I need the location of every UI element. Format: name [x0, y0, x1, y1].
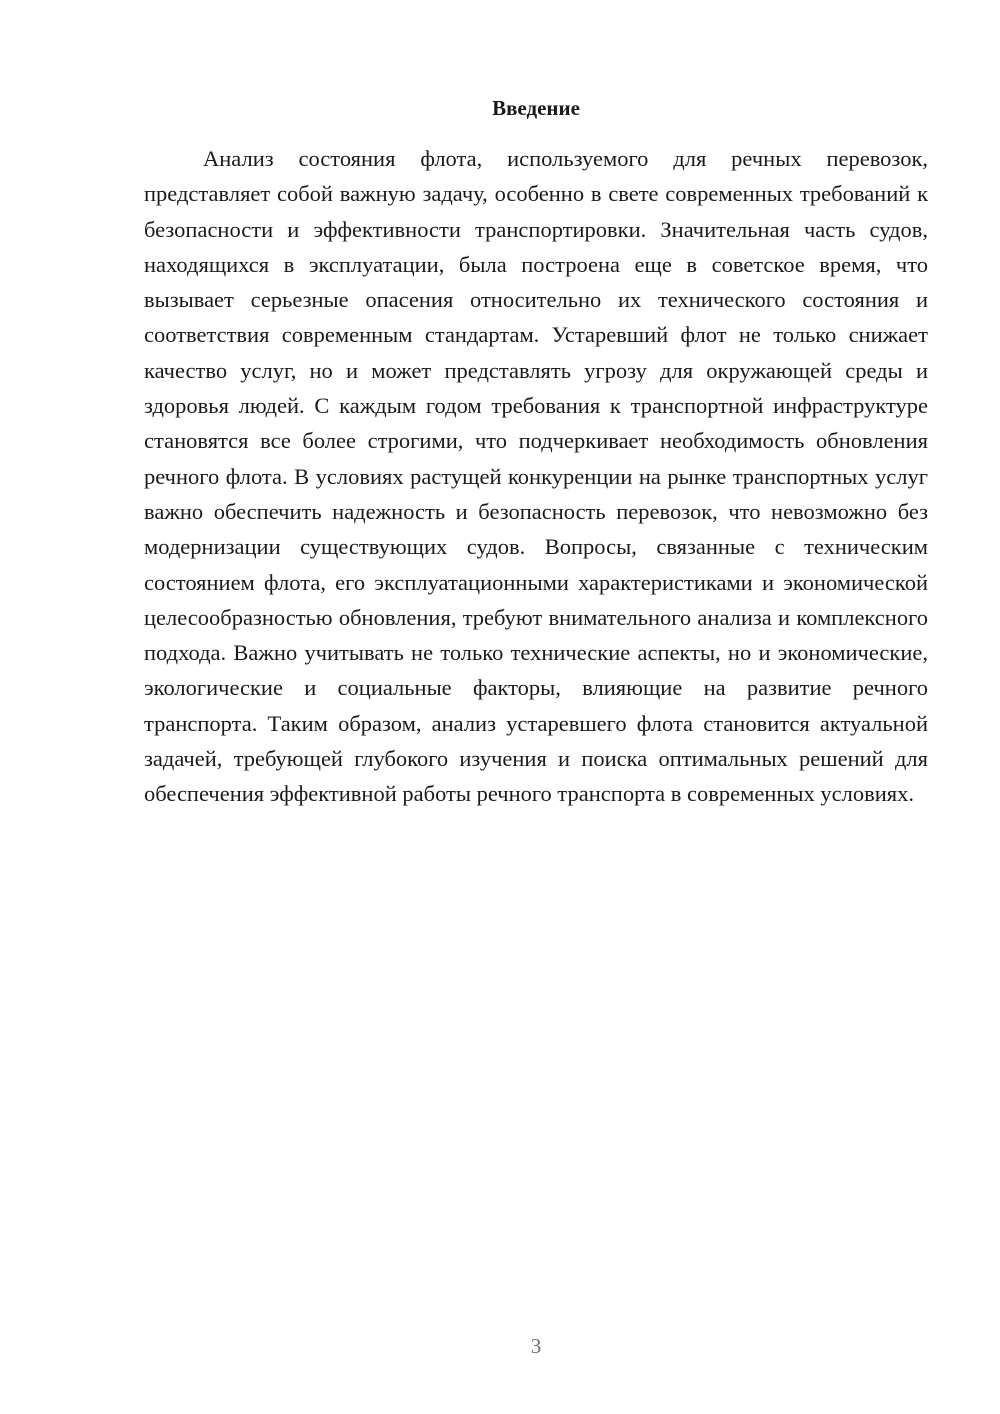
section-heading: Введение — [492, 96, 580, 120]
body-paragraph: Анализ состояния флота, используемого для речных перевозок, представляет собой важную задачу, особенно в свете современных требований к безопасности и эффективности транспортировки. Значительная часть судов, находящихся в эксплуатации, была построена еще в советское время, что вызывает серьезные опасения относительно их технического состояния и соответствия современным стандартам. Устаревший флот не только снижает качество услуг, но и может представлять угрозу для окружающей среды и здоровья людей. С каждым годом требования к транспортной инфраструктуре становятся все более строгими, что подчеркивает необходимость обновления речного флота. В условиях растущей конкуренции на рынке транспортных услуг важно обеспечить надежность и безопасность перевозок, что невозможно без модернизации существующих судов. Вопросы, связанные с техническим состоянием флота, его эксплуатационными характеристиками и экономической целесообразностью обновления, требуют внимательного анализа и комплексного подхода. Важно учитывать не только технические аспекты, но и экономические, экологические и социальные факторы, влияющие на развитие речного транспорта. Таким образом, анализ устаревшего флота становится актуальной задачей, требующей глубокого изучения и поиска оптимальных решений для обеспечения эффективной работы речного транспорта в современных условиях. — [144, 146, 928, 807]
page-number: 3 — [530, 1334, 542, 1358]
